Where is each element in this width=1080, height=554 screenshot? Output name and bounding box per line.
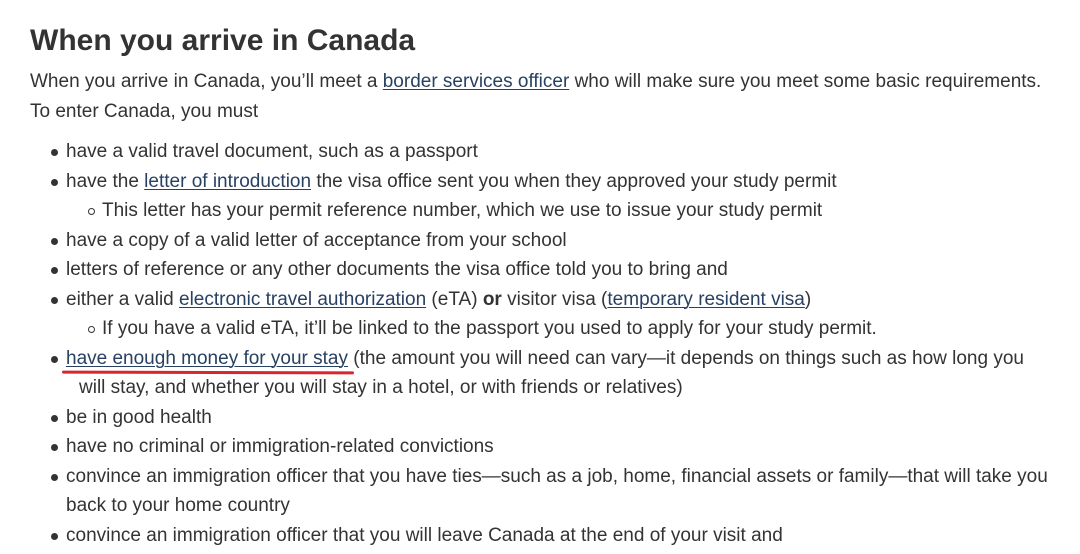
requirement-item — [0, 167, 1080, 226]
bullet-icon — [51, 415, 58, 422]
sub-bullet-icon — [88, 326, 95, 333]
bullet-icon — [51, 356, 58, 363]
bullet-icon — [51, 474, 58, 481]
requirement-item — [0, 255, 1080, 285]
requirement-item — [0, 285, 1080, 344]
bullet-icon — [51, 149, 58, 156]
requirement-item — [0, 462, 1080, 521]
requirement-subitem-text: If you have a valid eTA, it’ll be linked to the passport you used to apply for your study permit. — [102, 318, 877, 339]
requirement-text-part: ) — [804, 288, 812, 310]
bullet-icon — [51, 267, 58, 274]
requirement-subitem-text: This letter has your permit reference number, which we use to issue your study permit — [102, 200, 823, 221]
requirement-text-line-1 — [66, 344, 1080, 374]
requirement-text: have a copy of a valid letter of acceptance from your school — [66, 229, 567, 251]
requirement-bold-or: or — [482, 288, 502, 310]
requirement-text: letters of reference or any other documents the visa office told you to bring and — [66, 259, 728, 280]
bullet-icon — [51, 297, 58, 304]
sub-bullet-icon — [88, 208, 95, 215]
red-underline-annotation — [62, 370, 354, 374]
intro-line-1 — [30, 67, 1080, 97]
requirement-sublist — [66, 314, 1080, 344]
requirement-sublist — [66, 196, 1080, 226]
requirement-subitem — [66, 314, 1080, 344]
requirement-item — [0, 137, 1080, 167]
requirement-text: convince an immigration officer that you will leave Canada at the end of your visit and — [66, 524, 783, 546]
bullet-icon — [51, 444, 58, 451]
requirement-text-part: the visa office sent you when they approved your study permit — [311, 170, 837, 192]
bullet-icon — [51, 533, 58, 540]
requirement-text-part: have the — [66, 170, 145, 192]
bullet-icon — [51, 179, 58, 186]
requirement-text-part: (the amount you will need can vary—it depends on things such as how long you — [348, 347, 1024, 369]
requirement-text-line-2: will stay, and whether you will stay in a hotel, or with friends or relatives) — [79, 377, 683, 398]
requirement-subitem — [66, 196, 1080, 226]
requirement-text-part: either a valid — [66, 288, 180, 310]
bullet-icon — [51, 238, 58, 245]
enough-money-link[interactable]: have enough money for your stay — [66, 347, 349, 369]
requirement-text-line-2: back to your home country — [66, 495, 290, 516]
intro-text: When you arrive in Canada, you’ll meet a — [30, 71, 383, 92]
requirement-text-line-1: convince an immigration officer that you have ties—such as a job, home, financial assets or family—that will take you — [66, 465, 1048, 487]
letter-of-introduction-link[interactable]: letter of introduction — [144, 170, 312, 192]
page-title: When you arrive in Canada — [30, 24, 416, 57]
intro-text-after-link: who will make sure you meet some basic requirements. — [569, 71, 1042, 92]
requirement-item — [0, 344, 1080, 403]
border-services-officer-link[interactable]: border services officer — [382, 71, 570, 92]
intro-line-2: To enter Canada, you must — [30, 100, 259, 122]
requirement-text: have a valid travel document, such as a passport — [66, 141, 478, 162]
requirement-text-part: visitor visa ( — [501, 288, 608, 310]
requirement-item — [0, 226, 1080, 256]
requirement-text: have no criminal or immigration-related convictions — [66, 436, 494, 457]
intro-paragraph — [30, 67, 1080, 126]
requirement-text — [66, 167, 1080, 197]
requirement-text: be in good health — [66, 406, 212, 428]
requirement-text — [66, 285, 1080, 315]
electronic-travel-authorization-link[interactable]: electronic travel authorization — [179, 288, 427, 310]
requirement-item — [0, 521, 1080, 551]
requirement-text-part: (eTA) — [426, 288, 483, 310]
requirement-item — [0, 432, 1080, 462]
requirements-list — [0, 137, 1080, 550]
requirement-item — [0, 403, 1080, 433]
temporary-resident-visa-link[interactable]: temporary resident visa — [607, 288, 805, 310]
